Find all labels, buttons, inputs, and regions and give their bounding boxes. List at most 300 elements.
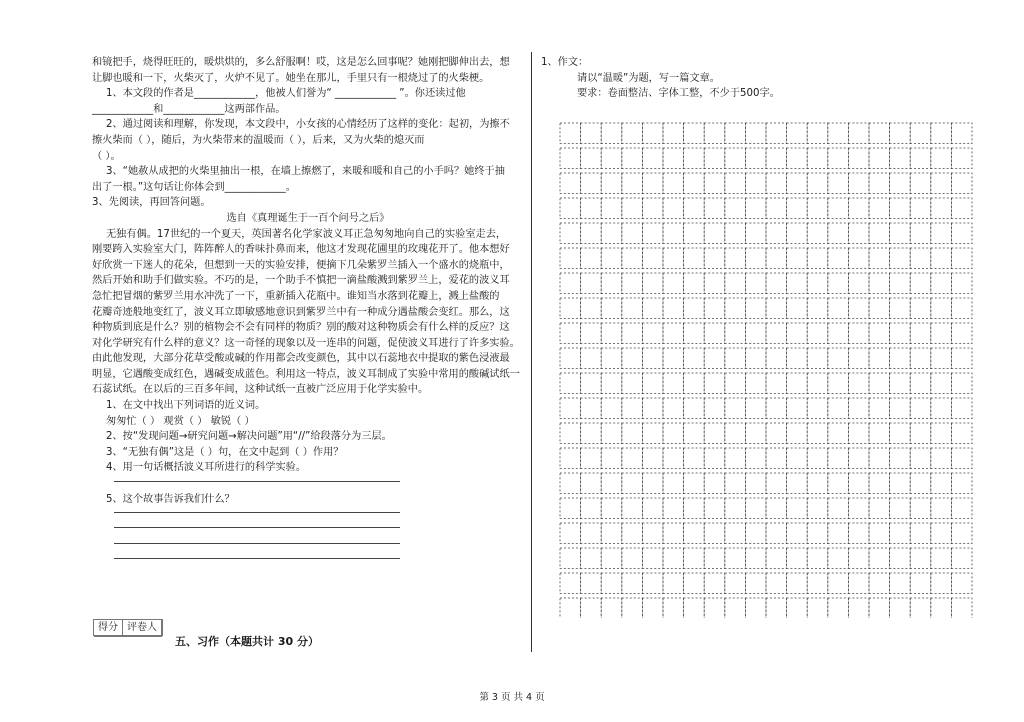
grid-cell[interactable] [869,223,890,244]
grid-cell[interactable] [601,248,622,269]
grid-cell[interactable] [848,398,869,419]
grid-cell[interactable] [684,198,705,219]
grid-cell[interactable] [807,298,828,319]
grid-cell[interactable] [581,298,602,319]
grid-cell[interactable] [848,548,869,569]
grid-cell[interactable] [704,548,725,569]
grid-cell[interactable] [890,348,911,369]
answer-line[interactable] [114,543,400,544]
grid-cell[interactable] [910,148,931,169]
grid-cell[interactable] [828,298,849,319]
grid-cell[interactable] [642,348,663,369]
grid-cell[interactable] [663,198,684,219]
grid-cell[interactable] [869,398,890,419]
grid-cell[interactable] [725,173,746,194]
grid-cell[interactable] [807,423,828,444]
grid-cell[interactable] [828,448,849,469]
grid-cell[interactable] [704,423,725,444]
grid-cell[interactable] [951,273,972,294]
grid-cell[interactable] [869,598,890,618]
grid-cell[interactable] [601,523,622,544]
grid-cell[interactable] [951,298,972,319]
grid-cell[interactable] [560,573,581,594]
grid-cell[interactable] [560,248,581,269]
grid-cell[interactable] [951,473,972,494]
grid-cell[interactable] [704,598,725,618]
grid-cell[interactable] [684,473,705,494]
grid-cell[interactable] [766,123,787,144]
grid-cell[interactable] [663,423,684,444]
grid-cell[interactable] [951,248,972,269]
grid-cell[interactable] [663,173,684,194]
grid-cell[interactable] [766,348,787,369]
grid-cell[interactable] [704,298,725,319]
grid-cell[interactable] [601,273,622,294]
grid-cell[interactable] [787,573,808,594]
grid-cell[interactable] [910,548,931,569]
grid-cell[interactable] [725,373,746,394]
grid-cell[interactable] [890,323,911,344]
grid-cell[interactable] [601,373,622,394]
grid-cell[interactable] [745,523,766,544]
grid-cell[interactable] [725,573,746,594]
grid-cell[interactable] [807,523,828,544]
grid-cell[interactable] [704,123,725,144]
grid-cell[interactable] [910,523,931,544]
grid-cell[interactable] [910,223,931,244]
grid-cell[interactable] [890,548,911,569]
grid-cell[interactable] [869,473,890,494]
grid-cell[interactable] [766,423,787,444]
grid-cell[interactable] [787,598,808,618]
grid-cell[interactable] [910,448,931,469]
grid-cell[interactable] [869,198,890,219]
grid-cell[interactable] [787,323,808,344]
grid-cell[interactable] [622,223,643,244]
grid-cell[interactable] [725,448,746,469]
grid-cell[interactable] [890,373,911,394]
grid-cell[interactable] [807,573,828,594]
grid-cell[interactable] [725,523,746,544]
grid-cell[interactable] [869,148,890,169]
grid-cell[interactable] [601,598,622,618]
grid-cell[interactable] [890,598,911,618]
grid-cell[interactable] [766,323,787,344]
grid-cell[interactable] [869,423,890,444]
grid-cell[interactable] [848,198,869,219]
grid-cell[interactable] [910,348,931,369]
grid-cell[interactable] [745,398,766,419]
grid-cell[interactable] [766,373,787,394]
grid-cell[interactable] [807,123,828,144]
grid-cell[interactable] [745,198,766,219]
grid-cell[interactable] [601,548,622,569]
grid-cell[interactable] [787,173,808,194]
grid-cell[interactable] [745,148,766,169]
grid-cell[interactable] [931,573,952,594]
grid-cell[interactable] [642,423,663,444]
grid-cell[interactable] [828,273,849,294]
grid-cell[interactable] [684,298,705,319]
score-entry-row[interactable] [94,636,162,651]
grid-cell[interactable] [560,548,581,569]
grid-cell[interactable] [745,173,766,194]
grid-cell[interactable] [642,598,663,618]
grid-cell[interactable] [869,373,890,394]
grid-cell[interactable] [787,548,808,569]
grid-cell[interactable] [931,248,952,269]
grid-cell[interactable] [890,123,911,144]
grid-cell[interactable] [807,398,828,419]
grid-cell[interactable] [951,398,972,419]
grid-cell[interactable] [663,398,684,419]
grid-cell[interactable] [622,298,643,319]
grid-cell[interactable] [704,498,725,519]
grid-cell[interactable] [931,123,952,144]
grid-cell[interactable] [704,273,725,294]
grid-cell[interactable] [560,323,581,344]
grid-cell[interactable] [725,273,746,294]
grid-cell[interactable] [725,123,746,144]
grid-cell[interactable] [684,598,705,618]
grid-cell[interactable] [642,473,663,494]
grid-cell[interactable] [622,573,643,594]
grid-cell[interactable] [828,548,849,569]
grid-cell[interactable] [910,298,931,319]
grid-cell[interactable] [869,498,890,519]
grid-cell[interactable] [704,173,725,194]
grid-cell[interactable] [642,173,663,194]
grid-cell[interactable] [828,123,849,144]
grid-cell[interactable] [890,398,911,419]
grid-cell[interactable] [642,248,663,269]
grid-cell[interactable] [581,173,602,194]
grid-cell[interactable] [581,598,602,618]
grid-cell[interactable] [951,173,972,194]
grid-cell[interactable] [684,573,705,594]
grid-cell[interactable] [704,348,725,369]
answer-line[interactable] [114,558,400,559]
grid-cell[interactable] [581,223,602,244]
grid-cell[interactable] [745,448,766,469]
grid-cell[interactable] [745,473,766,494]
grid-cell[interactable] [663,248,684,269]
answer-line[interactable] [114,512,400,513]
grid-cell[interactable] [622,473,643,494]
grid-cell[interactable] [560,523,581,544]
grid-cell[interactable] [684,273,705,294]
grid-cell[interactable] [869,523,890,544]
grid-cell[interactable] [931,348,952,369]
grid-cell[interactable] [581,248,602,269]
writing-grid[interactable] [559,122,1019,618]
grid-cell[interactable] [745,598,766,618]
grid-cell[interactable] [848,473,869,494]
grid-cell[interactable] [622,598,643,618]
grid-cell[interactable] [704,398,725,419]
grid-cell[interactable] [642,548,663,569]
grid-cell[interactable] [910,473,931,494]
grid-cell[interactable] [807,473,828,494]
grid-cell[interactable] [704,223,725,244]
grid-cell[interactable] [663,523,684,544]
grid-cell[interactable] [848,448,869,469]
grid-cell[interactable] [890,148,911,169]
grid-cell[interactable] [642,373,663,394]
grid-cell[interactable] [725,598,746,618]
grid-cell[interactable] [581,548,602,569]
grid-cell[interactable] [601,198,622,219]
grid-cell[interactable] [745,573,766,594]
grid-cell[interactable] [663,598,684,618]
grid-cell[interactable] [951,373,972,394]
grid-cell[interactable] [766,298,787,319]
grid-cell[interactable] [601,223,622,244]
grid-cell[interactable] [622,198,643,219]
grid-cell[interactable] [601,173,622,194]
grid-cell[interactable] [601,573,622,594]
grid-cell[interactable] [684,548,705,569]
grid-cell[interactable] [684,348,705,369]
grid-cell[interactable] [745,323,766,344]
grid-cell[interactable] [931,223,952,244]
grid-cell[interactable] [931,198,952,219]
grid-cell[interactable] [663,323,684,344]
grid-cell[interactable] [725,398,746,419]
grid-cell[interactable] [622,173,643,194]
grid-cell[interactable] [869,173,890,194]
grid-cell[interactable] [684,173,705,194]
grid-cell[interactable] [890,423,911,444]
grid-cell[interactable] [704,248,725,269]
grid-cell[interactable] [560,448,581,469]
grid-cell[interactable] [663,123,684,144]
grid-cell[interactable] [560,348,581,369]
grid-cell[interactable] [848,523,869,544]
grid-cell[interactable] [745,548,766,569]
grid-cell[interactable] [951,573,972,594]
grid-cell[interactable] [642,298,663,319]
grid-cell[interactable] [622,323,643,344]
grid-cell[interactable] [890,473,911,494]
grid-cell[interactable] [745,498,766,519]
grid-cell[interactable] [869,273,890,294]
grid-cell[interactable] [725,198,746,219]
grid-cell[interactable] [622,548,643,569]
grid-cell[interactable] [951,598,972,618]
grid-cell[interactable] [807,548,828,569]
grid-cell[interactable] [642,148,663,169]
grid-cell[interactable] [766,273,787,294]
answer-line[interactable] [114,481,400,482]
grid-cell[interactable] [704,448,725,469]
grid-cell[interactable] [807,173,828,194]
grid-cell[interactable] [581,348,602,369]
grid-cell[interactable] [725,473,746,494]
grid-cell[interactable] [807,148,828,169]
grid-cell[interactable] [828,523,849,544]
grid-cell[interactable] [725,323,746,344]
grid-cell[interactable] [560,598,581,618]
grid-cell[interactable] [663,348,684,369]
grid-cell[interactable] [642,123,663,144]
grid-cell[interactable] [828,423,849,444]
grid-cell[interactable] [848,123,869,144]
grid-cell[interactable] [684,448,705,469]
grid-cell[interactable] [601,323,622,344]
grid-cell[interactable] [869,448,890,469]
grid-cell[interactable] [725,248,746,269]
grid-cell[interactable] [560,498,581,519]
grid-cell[interactable] [745,223,766,244]
grid-cell[interactable] [560,173,581,194]
grid-cell[interactable] [807,223,828,244]
grid-cell[interactable] [684,123,705,144]
grid-cell[interactable] [622,373,643,394]
grid-cell[interactable] [848,573,869,594]
grid-cell[interactable] [581,273,602,294]
grid-cell[interactable] [848,148,869,169]
grid-cell[interactable] [725,348,746,369]
grid-cell[interactable] [828,248,849,269]
grid-cell[interactable] [642,573,663,594]
grid-cell[interactable] [766,398,787,419]
grid-cell[interactable] [787,298,808,319]
grid-cell[interactable] [601,448,622,469]
grid-cell[interactable] [601,473,622,494]
grid-cell[interactable] [581,448,602,469]
grid-cell[interactable] [848,348,869,369]
grid-cell[interactable] [828,198,849,219]
grid-cell[interactable] [581,373,602,394]
grid-cell[interactable] [951,148,972,169]
grid-cell[interactable] [787,473,808,494]
grid-cell[interactable] [684,223,705,244]
grid-cell[interactable] [910,323,931,344]
grid-cell[interactable] [787,348,808,369]
grid-cell[interactable] [663,148,684,169]
grid-cell[interactable] [766,473,787,494]
grid-cell[interactable] [787,373,808,394]
grid-cell[interactable] [766,573,787,594]
grid-cell[interactable] [704,198,725,219]
grid-cell[interactable] [581,423,602,444]
grid-cell[interactable] [931,448,952,469]
grid-cell[interactable] [745,423,766,444]
grid-cell[interactable] [951,123,972,144]
grid-cell[interactable] [725,423,746,444]
grid-cell[interactable] [848,248,869,269]
grid-cell[interactable] [622,148,643,169]
grid-cell[interactable] [622,398,643,419]
grid-cell[interactable] [560,273,581,294]
grid-cell[interactable] [848,173,869,194]
grid-cell[interactable] [725,498,746,519]
grid-cell[interactable] [560,198,581,219]
grid-cell[interactable] [787,123,808,144]
grid-cell[interactable] [828,148,849,169]
grid-cell[interactable] [704,148,725,169]
grid-cell[interactable] [787,148,808,169]
grid-cell[interactable] [766,523,787,544]
grid-cell[interactable] [787,248,808,269]
grid-cell[interactable] [807,273,828,294]
grid-cell[interactable] [828,598,849,618]
grid-cell[interactable] [745,348,766,369]
grid-cell[interactable] [745,298,766,319]
grid-cell[interactable] [725,223,746,244]
grid-cell[interactable] [581,198,602,219]
grid-cell[interactable] [910,573,931,594]
grid-cell[interactable] [890,448,911,469]
grid-cell[interactable] [642,198,663,219]
grid-cell[interactable] [766,248,787,269]
grid-cell[interactable] [890,173,911,194]
grid-cell[interactable] [704,523,725,544]
grid-cell[interactable] [910,398,931,419]
grid-cell[interactable] [663,548,684,569]
grid-cell[interactable] [931,523,952,544]
grid-cell[interactable] [951,548,972,569]
grid-cell[interactable] [848,273,869,294]
grid-cell[interactable] [787,398,808,419]
grid-cell[interactable] [951,223,972,244]
grid-cell[interactable] [848,373,869,394]
grid-cell[interactable] [663,473,684,494]
grid-cell[interactable] [684,323,705,344]
grid-cell[interactable] [601,298,622,319]
grid-cell[interactable] [951,423,972,444]
grid-cell[interactable] [745,373,766,394]
grid-cell[interactable] [869,123,890,144]
grid-cell[interactable] [745,123,766,144]
grid-cell[interactable] [642,523,663,544]
grid-cell[interactable] [684,423,705,444]
grid-cell[interactable] [663,273,684,294]
grid-cell[interactable] [910,423,931,444]
grid-cell[interactable] [890,198,911,219]
grid-cell[interactable] [581,473,602,494]
grid-cell[interactable] [725,298,746,319]
grid-cell[interactable] [787,523,808,544]
grid-cell[interactable] [560,298,581,319]
grid-cell[interactable] [787,423,808,444]
grid-cell[interactable] [581,573,602,594]
grid-cell[interactable] [869,573,890,594]
grid-cell[interactable] [828,223,849,244]
grid-cell[interactable] [890,248,911,269]
grid-cell[interactable] [890,498,911,519]
grid-cell[interactable] [787,273,808,294]
grid-cell[interactable] [581,148,602,169]
grid-cell[interactable] [910,373,931,394]
grid-cell[interactable] [766,498,787,519]
grid-cell[interactable] [745,273,766,294]
grid-cell[interactable] [828,323,849,344]
grid-cell[interactable] [869,298,890,319]
grid-cell[interactable] [890,573,911,594]
grid-cell[interactable] [848,598,869,618]
grid-cell[interactable] [931,548,952,569]
grid-cell[interactable] [642,498,663,519]
grid-cell[interactable] [642,398,663,419]
grid-cell[interactable] [787,498,808,519]
grid-cell[interactable] [684,398,705,419]
grid-cell[interactable] [890,273,911,294]
grid-cell[interactable] [787,223,808,244]
grid-cell[interactable] [601,398,622,419]
grid-cell[interactable] [910,248,931,269]
